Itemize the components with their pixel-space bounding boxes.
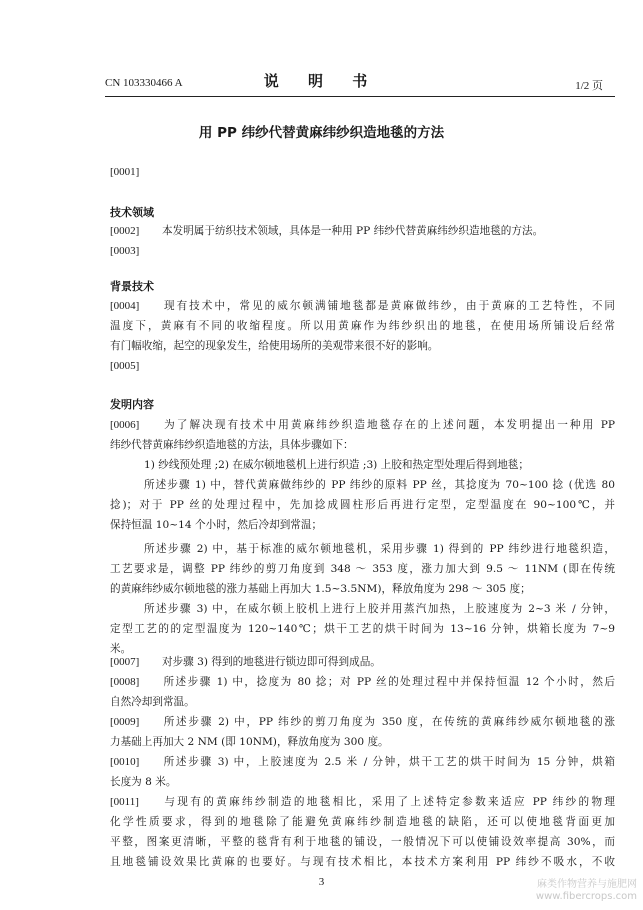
text-line: 所述步骤 2) 中，基于标准的威尔顿地毯机，采用步骤 1) 得到的 PP 纬纱进行地毯织造，	[144, 543, 615, 555]
text-line: 保持恒温 10~14 个小时，然后冷却到常温；	[110, 519, 323, 531]
text-line: 定型工艺的的定型温度为 120~140℃；烘干工艺的烘干时间为 13~16 分钟，烘箱长度为 7~9	[110, 623, 615, 635]
text-line: 所述步骤 3) 中，上胶速度为 2.5 米 / 分钟，烘干工艺的烘干时间为 15 分钟，烘箱	[162, 756, 615, 768]
page-number: 3	[318, 876, 325, 888]
paragraph-0008	[110, 672, 615, 712]
paragraph-0005	[110, 356, 615, 376]
patent-number: CN 103330466 A	[105, 77, 183, 89]
heading-content: 发明内容	[110, 398, 154, 411]
heading-tech-field: 技术领域	[110, 206, 154, 219]
text-line: 力基础上再加大 2 NM (即 10NM)，释放角度为 300 度。	[110, 736, 389, 748]
text-line: 纬纱代替黄麻纬纱织造地毯的方法，具体步骤如下：	[110, 439, 354, 451]
text-line: 所述步骤 1) 中，替代黄麻做纬纱的 PP 纬纱的原料 PP 丝，其捻度为 70~100 捻 (优选 80	[144, 479, 615, 491]
header-rule	[105, 96, 615, 97]
paragraph-tag: [0007]	[110, 656, 140, 668]
text-line: 所述步骤 1) 中，捻度为 80 捻；对 PP 丝的处理过程中并保持恒温 12 个小时，然后	[162, 676, 615, 688]
paragraph-text: 本发明属于纺织技术领域，具体是一种用 PP 纬纱代替黄麻纬纱织造地毯的方法。	[162, 225, 544, 237]
watermark	[536, 879, 637, 903]
paragraph-0011	[110, 792, 615, 872]
text-line: 温度下，黄麻有不同的收缩程度。所以用黄麻作为纬纱织出的地毯，在使用场所铺设后经常	[110, 320, 615, 332]
paragraph-0007	[110, 652, 615, 672]
text-line: 与现有的黄麻纬纱制造的地毯相比，采用了上述特定参数来适应 PP 纬纱的物理	[162, 796, 615, 808]
steps-summary: 1) 纱线预处理 ;2) 在威尔顿地毯机上进行织造 ;3) 上胶和热定型处理后得到地毯；	[144, 459, 529, 471]
paragraph-0006	[110, 415, 615, 659]
paragraph-0010	[110, 752, 615, 792]
text-line: 且地毯铺设效果比黄麻的也要好。与现有技术相比，本技术方案利用 PP 纬纱不吸水，不收	[110, 856, 615, 868]
paragraph-0002	[110, 221, 615, 241]
text-line: 平整，图案更清晰，平整的毯背有利于地毯的铺设，一般情况下可以使铺设效率提高 30%，而	[110, 836, 615, 848]
paragraph-0004	[110, 296, 615, 356]
document-type: 说 明 书	[263, 72, 380, 90]
text-line: 所述步骤 3) 中，在威尔顿上胶机上进行上胶并用蒸汽加热，上胶速度为 2~3 米 / 分钟，	[144, 603, 615, 615]
paragraph-0003	[110, 241, 615, 261]
paragraph-tag: [0003]	[110, 245, 140, 257]
paragraph-tag: [0004]	[110, 300, 140, 312]
paragraph-tag: [0001]	[110, 166, 140, 178]
text-line: 自然冷却到常温。	[110, 696, 195, 708]
text-line: 所述步骤 2) 中，PP 纬纱的剪刀角度为 350 度，在传统的黄麻纬纱威尔顿地毯的涨	[162, 716, 615, 728]
text-line: 的黄麻纬纱威尔顿地毯的涨力基础上再加大 1.5~3.5NM)，释放角度为 298 ～ 305 度；	[110, 583, 531, 595]
watermark-line: www.fibercrops.com	[535, 891, 637, 902]
text-line: 对步骤 3) 得到的地毯进行锁边即可得到成品。	[162, 656, 381, 668]
text-line: 米。	[110, 643, 132, 655]
paragraph-tag: [0002]	[110, 225, 140, 237]
paragraph-tag: [0010]	[110, 756, 140, 768]
text-line: 有门幅收缩，起空的现象发生，给使用场所的美观带来很不好的影响。	[110, 340, 439, 352]
paragraph-0001	[110, 162, 615, 182]
page-info: 1/2 页	[575, 80, 603, 92]
watermark-line: 麻类作物营养与施肥网	[537, 879, 637, 890]
text-line: 捻)；对于 PP 丝的处理过程中，先加捻成圆柱形后再进行定型，定型温度在 90~100℃，并	[110, 499, 615, 511]
text-line: 为了解决现有技术中用黄麻纬纱织造地毯存在的上述问题，本发明提出一种用 PP	[162, 419, 615, 431]
paragraph-tag: [0006]	[110, 419, 140, 431]
paragraph-tag: [0009]	[110, 716, 140, 728]
document-title: 用 PP 纬纱代替黄麻纬纱织造地毯的方法	[198, 125, 445, 141]
text-line: 化学性质要求，得到的地毯除了能避免黄麻纬纱制造地毯的缺陷，还可以使地毯背面更加	[110, 816, 615, 828]
paragraph-tag: [0005]	[110, 360, 140, 372]
text-line: 工艺要求是，调整 PP 纬纱的剪刀角度到 348 ～ 353 度，涨力加大到 9.5 ～ 11NM (即在传统	[110, 563, 615, 575]
heading-background: 背景技术	[110, 280, 154, 293]
text-line: 长度为 8 米。	[110, 776, 177, 788]
paragraph-tag: [0011]	[110, 796, 139, 808]
paragraph-0009	[110, 712, 615, 752]
text-line: 现有技术中，常见的威尔顿满铺地毯都是黄麻做纬纱，由于黄麻的工艺特性，不同	[162, 300, 615, 312]
paragraph-tag: [0008]	[110, 676, 140, 688]
